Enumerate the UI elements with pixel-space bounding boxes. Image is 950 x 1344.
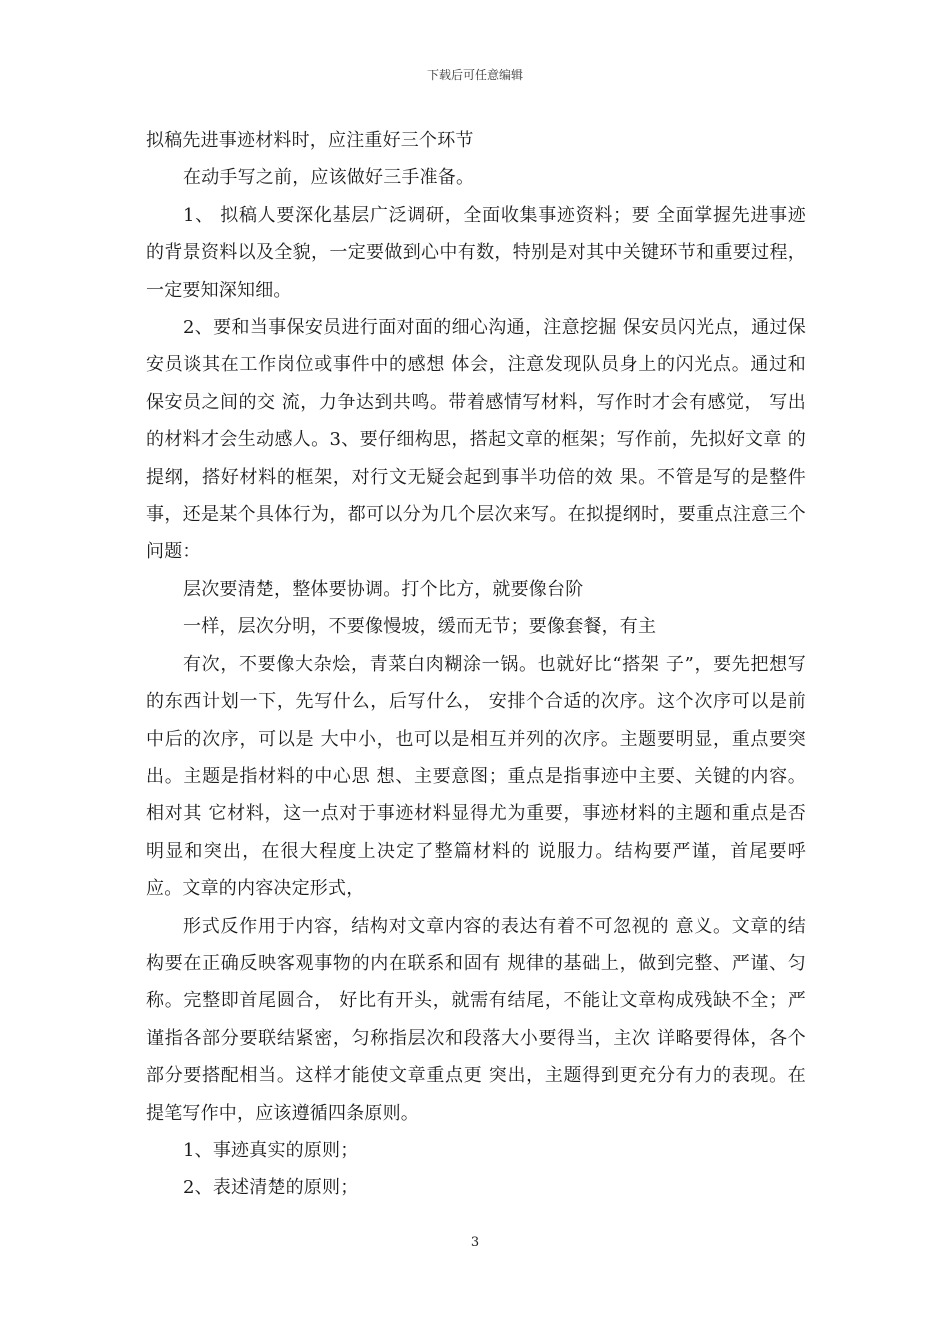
list-item: 1、事迹真实的原则； [183,1139,359,1161]
paragraph: 有次，不要像大杂烩，青菜白肉糊涂一锅。也就好比“搭架 子”，要先把想写的东西计划一下，先写什么，后写什么， 安排个合适的次序。这个次序可以是前中后的次序，可以是 大中小，也可以是相互并列的次序。主题要明显，重点要突出。主题是指材料的中心思 想、主要意图；重点是指事迹中主要、关键的内容。相对其 它材料，这一点对于事迹材料显得尤为重要，事迹材料的主题和重点是否明显和突出，在很大程度上决定了整篇材料的 说服力。结构要严谨，首尾要呼应。文章的内容决定形式， [146,653,806,900]
paragraph: 一样，层次分明，不要像慢坡，缓而无节；要像套餐，有主 [183,616,657,638]
page-header-note: 下载后可任意编辑 [426,68,523,82]
paragraph: 形式反作用于内容，结构对文章内容的表达有着不可忽视的 意义。文章的结构要在正确反映客观事物的内在联系和固有 规律的基础上，做到完整、严谨、匀称。完整即首尾圆合， 好比有开头，就需有结尾，不能让文章构成残缺不全；严谨指各部分要联结紧密，匀称指层次和段落大小要得当，主次 详略要得体，各个部分要搭配相当。这样才能使文章重点更 突出，主题得到更充分有力的表现。在提笔写作中，应该遵循四条原则。 [146,915,806,1124]
paragraph: 1、 拟稿人要深化基层广泛调研，全面收集事迹资料；要 全面掌握先进事迹的背景资料以及全貌，一定要做到心中有数，特别是对其中关键环节和重要过程，一定要知深知细。 [146,204,806,301]
document-body [146,122,806,1207]
paragraph: 层次要清楚，整体要协调。打个比方，就要像台阶 [183,578,584,600]
list-item: 2、表述清楚的原则； [183,1177,359,1199]
paragraph-title: 拟稿先进事迹材料时，应注重好三个环节 [146,130,474,151]
page-number: 3 [470,1235,480,1250]
paragraph: 2、要和当事保安员进行面对面的细心沟通，注意挖掘 保安员闪光点，通过保安员谈其在工作岗位或事件中的感想 体会，注意发现队员身上的闪光点。通过和保安员之间的交 流，力争达到共鸣。带着感情写材料，写作时才会有感觉， 写出的材料才会生动感人。3、要仔细构思，搭起文章的框架；写作前，先拟好文章 的提纲，搭好材料的框架，对行文无疑会起到事半功倍的效 果。不管是写的是整件事，还是某个具体行为，都可以分为几个层次来写。在拟提纲时，要重点注意三个问题： [146,317,806,563]
paragraph: 在动手写之前，应该做好三手准备。 [183,167,475,189]
